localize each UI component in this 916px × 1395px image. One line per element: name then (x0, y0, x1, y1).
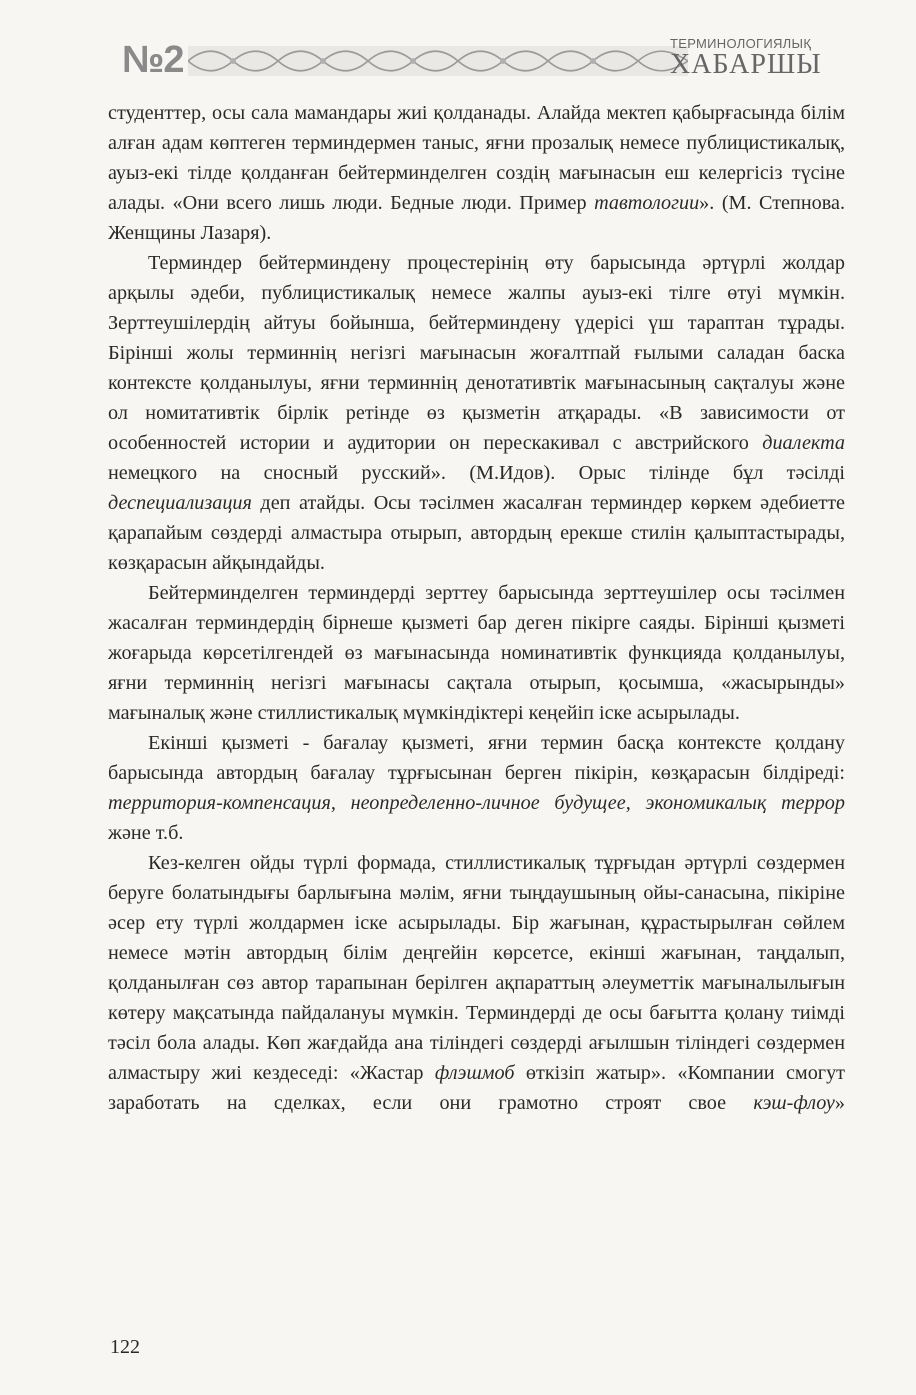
text-run: немецкого на сносный русский». (М.Идов). Орыс тілінде бұл тәсілді (108, 462, 845, 484)
journal-title (670, 36, 842, 79)
journal-title-line1: ТЕРМИНОЛОГИЯЛЫҚ (670, 36, 812, 51)
paragraph (108, 728, 845, 848)
text-run: » (834, 1092, 845, 1114)
paragraph (108, 848, 845, 1118)
ornament-band (188, 46, 688, 76)
body-text (108, 98, 845, 1118)
journal-title-line2: ХАБАРШЫ (670, 49, 822, 80)
italic-text: флэшмоб (434, 1062, 515, 1084)
italic-text: тавтологии (594, 192, 700, 214)
paragraph (108, 98, 845, 248)
paragraph (108, 578, 845, 728)
running-header (122, 36, 842, 88)
italic-text: территория-компенсация, неопределенно-личное будущее, экономикалық террор (108, 792, 845, 814)
page-number: 122 (110, 1336, 140, 1358)
text-run: Терминдер бейтерминдену процестерінің өту барысында әртүрлі жолдар арқылы әдеби, публицистикалық немесе жалпы ауыз-екі тілге өтуі мүмкін. Зерттеушілердің айтуы бойынша, бейтерминдену үдерісі үш тараптан тұрады. Бірінші жолы терминнің негізгі мағынасын жоғалтпай ғылыми саладан баска контекстe қолданылуы, яғни терминнің денотативтік мағынасының сақталуы және ол номитативтік бірлік ретінде өз қызметін атқарады. «В зависимости от особенностей истории и аудитории он перескакивал с австрийского (108, 252, 845, 454)
italic-text: диалекта (762, 432, 845, 454)
paragraph (108, 248, 845, 578)
text-run: өткізіп жатыр». «Компании смогут заработать на сделках, если они грамотно строят свое (108, 1062, 845, 1114)
text-run: студенттер, осы сала мамандары жиі қолданады. Алайда мектеп қабырғасында білім алған адам көптеген терминдермен таныс, яғни прозалық немесе публицистикалық, ауыз-екі тілде қолданған бейтерминделген создің мағынасын еш келергісіз түсіне алады. «Они всего лишь люди. Бедные люди. Пример (108, 102, 845, 214)
italic-text: деспециализация (108, 492, 252, 514)
italic-text: кэш-флоу (753, 1092, 835, 1114)
text-run: Екінші қызметі - бағалау қызметі, яғни термин басқа контексте қолдану барысында автордың бағалау тұрғысынан берген пікірін, көзқарасын білдіреді: (108, 732, 845, 784)
text-run: және т.б. (108, 822, 184, 844)
text-run: Кез-келген ойды түрлі формада, стиллистикалық тұрғыдан әртүрлі сөздермен беруге болатындығы барлығына мәлім, яғни тыңдаушының ойы-санасына, пікіріне әсер ету түрлі жолдармен іске асырылады. Бір жағынан, құрастырылған сөйлем немесе мәтін автордың білім деңгейін көрсетсе, екінші жағынан, таңдалып, қолданылған сөз автор тарапынан берілген ақпараттың әлеуметтік мағыналылығын көтеру мақсатында пайдалануы мүмкін. Терминдерді де осы бағытта қолану тиімді тәсіл бола алады. Көп жағдайда ана тіліндегі сөздерді ағылшын тіліндегі сөздермен алмастыру жиі кездеседі: «Жастар (108, 852, 845, 1084)
text-run: Бейтерминделген терминдерді зерттеу барысында зерттеушілер осы тәсілмен жасалған терминдердің бірнеше қызметі бар деген пікірге саяды. Бірінші қызметі жоғарыда көрсетілгендей өз мағынасында номинативтік функцияда қолданылуы, яғни терминнің негізгі мағынасы сақтала отырып, қосымша, «жасырынды» мағыналық және стиллистикалық мүмкіндіктері кеңейіп іске асырылады. (108, 582, 845, 724)
text-run: деп атайды. Осы тәсілмен жасалған терминдер көркем әдебиетте қарапайым сөздерді алмастыра отырып, автордың ерекше стилін қалыптастырады, көзқарасын айқындайды. (108, 492, 845, 574)
text-run: ». (М. Степнова. Женщины Лазаря). (108, 192, 845, 244)
issue-number: №2 (122, 39, 184, 81)
